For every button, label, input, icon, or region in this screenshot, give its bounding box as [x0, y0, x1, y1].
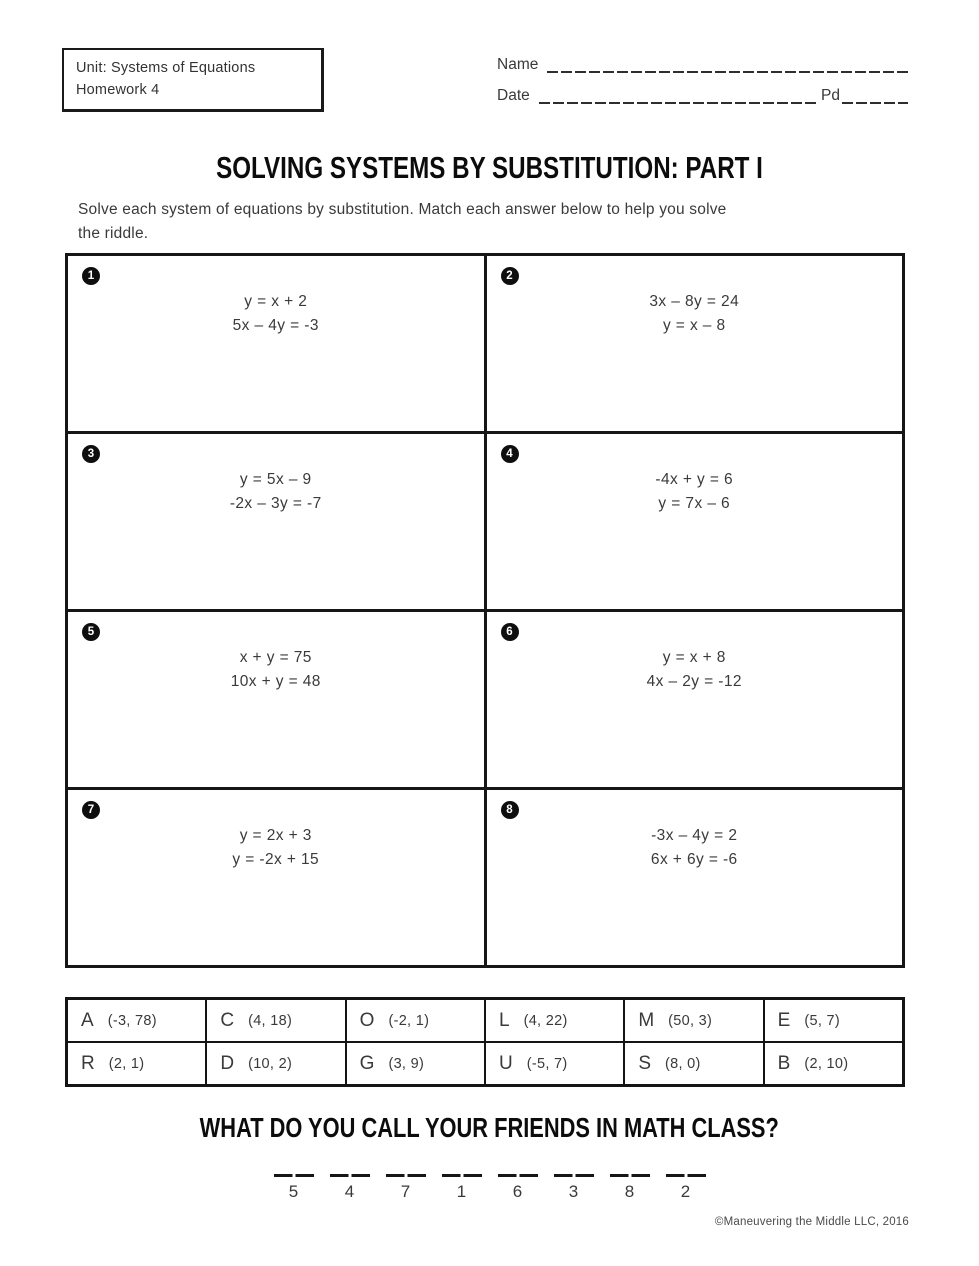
- problem-number-badge: 6: [501, 623, 519, 641]
- answer-letter: U: [498, 1052, 513, 1074]
- problem-number-badge: 5: [82, 623, 100, 641]
- page-title: SOLVING SYSTEMS BY SUBSTITUTION: PART I: [216, 150, 763, 185]
- problem-cell-7: [68, 790, 484, 965]
- blank-line: [442, 1174, 482, 1177]
- blank-line: [498, 1174, 538, 1177]
- blank-number: 3: [568, 1181, 579, 1201]
- answer-coordinates: (-3, 78): [107, 1012, 157, 1029]
- answer-coordinates: (5, 7): [804, 1012, 840, 1029]
- answer-letter: O: [359, 1009, 375, 1031]
- equation-line: y = 5x – 9: [239, 471, 312, 488]
- name-date-block: [497, 50, 908, 112]
- name-row: [497, 50, 908, 75]
- instructions: [78, 198, 727, 246]
- riddle-blank: [330, 1174, 370, 1202]
- blank-number: 2: [680, 1181, 691, 1201]
- answer-letter: G: [359, 1052, 375, 1074]
- answer-bank-table: [65, 997, 905, 1087]
- blank-number: 7: [400, 1181, 411, 1201]
- riddle-blank: [442, 1174, 482, 1202]
- riddle-question: WHAT DO YOU CALL YOUR FRIENDS IN MATH CLASS?: [199, 1112, 780, 1143]
- answer-coordinates: (-5, 7): [526, 1055, 568, 1072]
- equation-line: -4x + y = 6: [655, 471, 734, 488]
- period-blank-line: [842, 102, 908, 104]
- blank-number: 4: [344, 1181, 355, 1201]
- problem-cell-1: [68, 256, 484, 431]
- equation-line: 4x – 2y = -12: [646, 673, 742, 691]
- answer-cell-S: [624, 1042, 763, 1085]
- riddle-blank: [610, 1174, 650, 1202]
- equation-line: y = x + 8: [662, 649, 726, 666]
- answer-letter: B: [777, 1052, 791, 1074]
- homework-number: Homework 4: [76, 82, 160, 99]
- equation-line: -3x – 4y = 2: [651, 827, 738, 844]
- answer-cell-O: [346, 999, 485, 1042]
- answer-cell-G: [346, 1042, 485, 1085]
- answer-cell-M: [624, 999, 763, 1042]
- answer-coordinates: (-2, 1): [388, 1012, 430, 1029]
- blank-line: [666, 1174, 706, 1177]
- answer-cell-A: [67, 999, 206, 1042]
- answer-letter: D: [220, 1052, 235, 1074]
- answer-letter: M: [638, 1009, 655, 1031]
- problem-number-badge: 1: [82, 267, 100, 285]
- equation-line: y = x + 2: [244, 293, 308, 310]
- answer-coordinates: (2, 1): [108, 1055, 145, 1072]
- equation-line: y = x – 8: [662, 317, 726, 335]
- problem-equations: [68, 646, 484, 694]
- blank-number: 1: [456, 1181, 467, 1201]
- blank-number: 6: [512, 1181, 523, 1201]
- equation-line: 6x + 6y = -6: [650, 851, 738, 869]
- answer-coordinates: (3, 9): [388, 1055, 425, 1072]
- problem-equations: [487, 290, 903, 338]
- blank-number: 8: [624, 1181, 635, 1201]
- answer-coordinates: (2, 10): [804, 1055, 849, 1072]
- problem-cell-5: [68, 612, 484, 787]
- answer-letter: S: [638, 1052, 652, 1074]
- answer-cell-C: [206, 999, 345, 1042]
- instructions-line2: the riddle.: [78, 225, 149, 243]
- blank-line: [330, 1174, 370, 1177]
- blank-number: 5: [288, 1181, 299, 1201]
- answer-letter: A: [81, 1009, 94, 1031]
- blank-line: [386, 1174, 426, 1177]
- answer-cell-L: [485, 999, 624, 1042]
- problem-equations: [68, 824, 484, 872]
- riddle-blank: [666, 1174, 706, 1202]
- problem-number-badge: 3: [82, 445, 100, 463]
- copyright-notice: ©Maneuvering the Middle LLC, 2016: [714, 1216, 909, 1228]
- answer-letter: C: [220, 1009, 235, 1031]
- problem-cell-3: [68, 434, 484, 609]
- problem-cell-6: [487, 612, 903, 787]
- answer-cell-U: [485, 1042, 624, 1085]
- problem-equations: [487, 468, 903, 516]
- answer-coordinates: (4, 18): [248, 1012, 293, 1029]
- problem-cell-2: [487, 256, 903, 431]
- answer-letter: L: [498, 1009, 510, 1031]
- date-label: Date: [497, 87, 530, 104]
- problem-cell-4: [487, 434, 903, 609]
- riddle-blank: [498, 1174, 538, 1202]
- answer-cell-E: [764, 999, 903, 1042]
- problem-number-badge: 8: [501, 801, 519, 819]
- name-blank-line: [547, 71, 908, 73]
- date-row: [497, 81, 908, 106]
- riddle-blank: [386, 1174, 426, 1202]
- unit-info-box: [62, 48, 324, 112]
- instructions-line1: Solve each system of equations by substitution. Match each answer below to help you solve: [78, 201, 727, 218]
- problem-equations: [68, 468, 484, 516]
- answer-coordinates: (10, 2): [248, 1055, 293, 1072]
- answer-letter: R: [81, 1052, 95, 1074]
- blank-line: [274, 1174, 314, 1177]
- blank-line: [610, 1174, 650, 1177]
- answer-cell-B: [764, 1042, 903, 1085]
- answer-cell-R: [67, 1042, 206, 1085]
- equation-line: 3x – 8y = 24: [649, 293, 740, 310]
- worksheet-title-wrap: [0, 150, 979, 186]
- answer-coordinates: (8, 0): [665, 1055, 701, 1072]
- answer-letter: E: [777, 1009, 791, 1031]
- equation-line: -2x – 3y = -7: [229, 495, 322, 513]
- date-blank-line: [539, 102, 819, 104]
- problem-number-badge: 2: [501, 267, 519, 285]
- equation-line: y = 7x – 6: [658, 495, 731, 513]
- problem-number-badge: 4: [501, 445, 519, 463]
- name-label: Name: [497, 56, 539, 73]
- problem-cell-8: [487, 790, 903, 965]
- equation-line: 5x – 4y = -3: [232, 317, 319, 335]
- riddle-answer-blanks: [0, 1174, 979, 1202]
- answer-coordinates: (4, 22): [523, 1012, 568, 1029]
- blank-line: [554, 1174, 594, 1177]
- problem-equations: [68, 290, 484, 338]
- equation-line: 10x + y = 48: [230, 673, 321, 691]
- problem-equations: [487, 646, 903, 694]
- riddle-blank: [554, 1174, 594, 1202]
- answer-coordinates: (50, 3): [668, 1012, 713, 1029]
- riddle-question-wrap: [0, 1112, 979, 1144]
- answer-cell-D: [206, 1042, 345, 1085]
- unit-title: Unit: Systems of Equations: [76, 60, 256, 76]
- problem-equations: [487, 824, 903, 872]
- riddle-blank: [274, 1174, 314, 1202]
- period-label: Pd: [821, 87, 840, 104]
- problem-grid: [65, 253, 905, 968]
- equation-line: x + y = 75: [239, 649, 312, 666]
- equation-line: y = 2x + 3: [239, 827, 312, 844]
- equation-line: y = -2x + 15: [232, 851, 320, 869]
- problem-number-badge: 7: [82, 801, 100, 819]
